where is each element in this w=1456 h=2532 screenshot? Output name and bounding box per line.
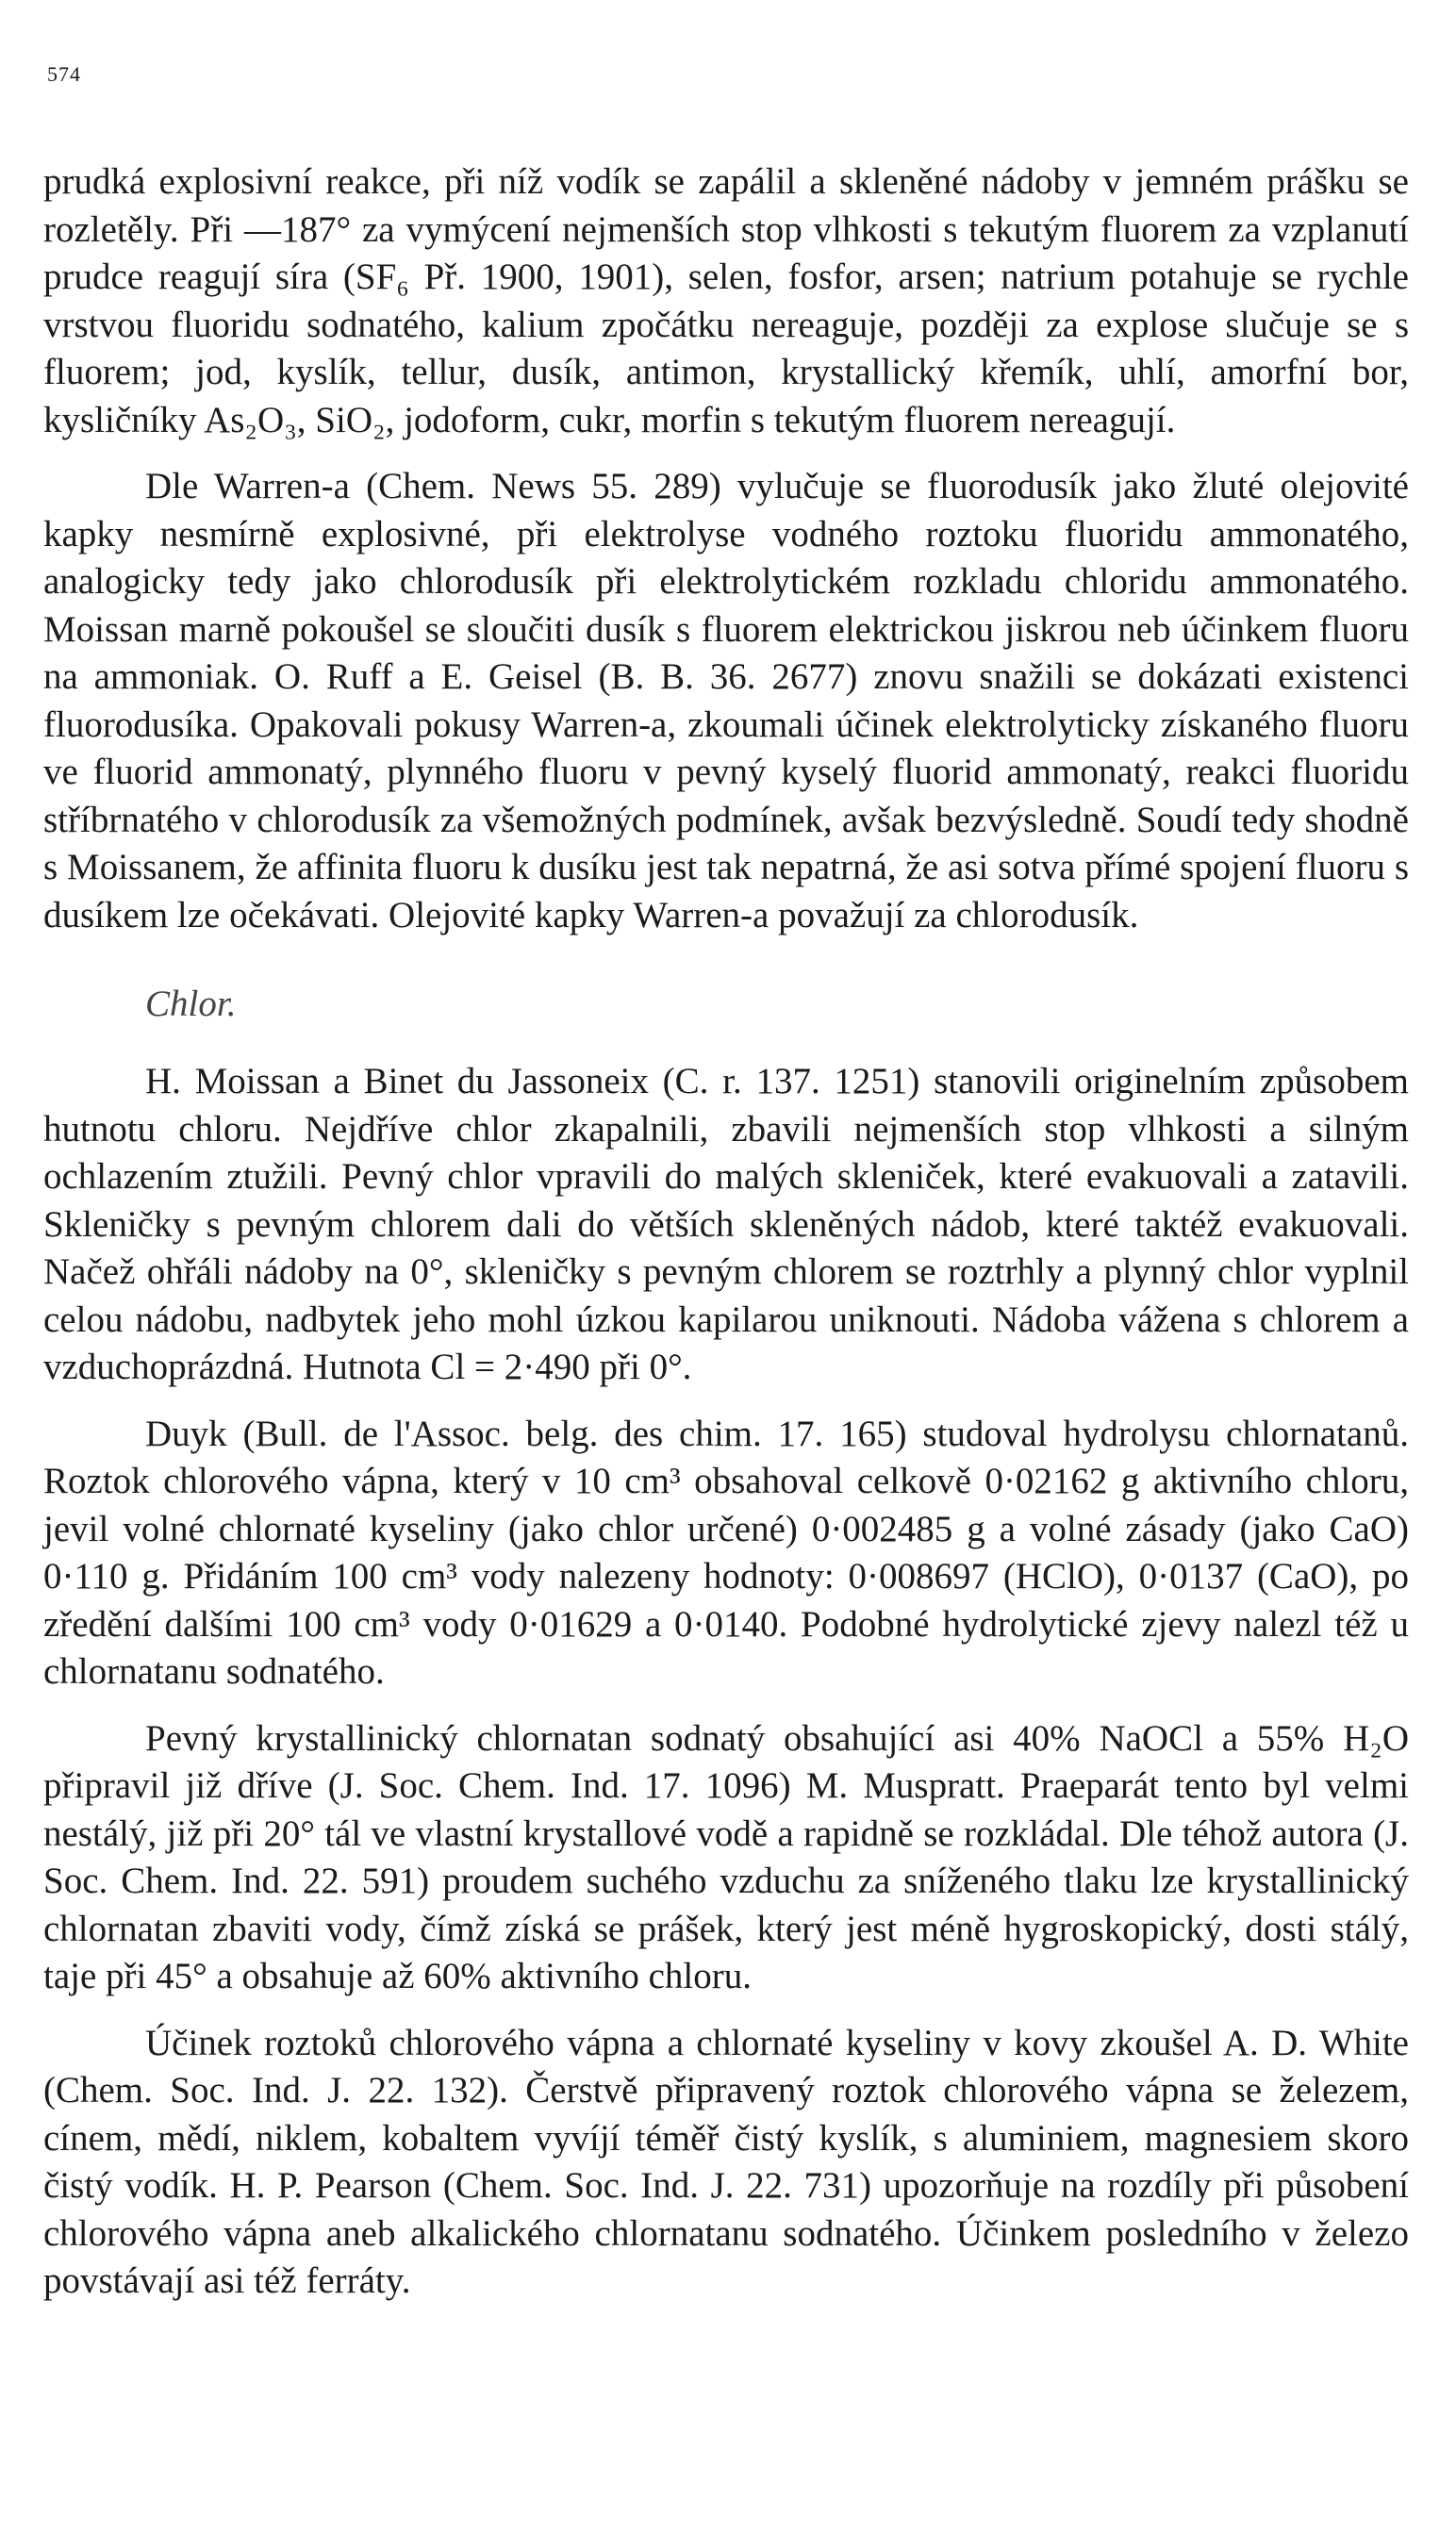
page-body <box>43 158 1409 2306</box>
paragraph-hydrolysis: Duyk (Bull. de l'Assoc. belg. des chim. 17. 165) studoval hydrolysu chlornatanů. Roztok chlorového vápna, který v 10 cm³ obsahoval celkově 0·02162 g aktivního chloru, jevil volné chlornaté kyseliny (jako chlor určené) 0·002485 g a volné zásady (jako CaO) 0·110 g. Přidáním 100 cm³ vody nalezeny hodnoty: 0·008697 (HClO), 0·0137 (CaO), po zředění dalšími 100 cm³ vody 0·01629 a 0·0140. Podobné hydrolytické zjevy nalezl též u chlornatanu sodnatého. <box>43 1413 1409 1692</box>
paragraph-fluorine-reactions: prudká explosivní reakce, při níž vodík se zapálil a skleněné nádoby v jemném prášku se rozletěly. Při —187° za vymýcení nejmenších stop vlhkosti s tekutým fluorem za vzplanutí prudce reagují síra (SF₆ Př. 1900, 1901), selen, fosfor, arsen; natrium potahuje se rychle vrstvou fluoridu sodnatého, kalium zpočátku nereaguje, později za explose slučuje se s fluorem; jod, kyslík, tellur, dusík, antimon, krystallický křemík, uhlí, amorfní bor, kysličníky As₂O₃, SiO₂, jodoform, cukr, morfin s tekutým fluorem nereagují. <box>43 161 1409 440</box>
page-number: 574 <box>47 62 81 86</box>
paragraph-sodium-hypochlorite: Pevný krystallinický chlornatan sodnatý obsahující asi 40% NaOCl a 55% H₂O připravil již dříve (J. Soc. Chem. Ind. 17. 1096) M. Muspratt. Praeparát tento byl velmi nestálý, již při 20° tál ve vlastní krystallové vodě a rapidně se rozkládal. Dle téhož autora (J. Soc. Chem. Ind. 22. 591) proudem suchého vzduchu za sníženého tlaku lze krystallinický chlornatan zbaviti vody, čímž získá se prášek, který jest méně hygroskopický, dosti stálý, taje při 45° a obsahuje až 60% aktivního chloru. <box>43 1717 1409 1996</box>
paragraph-fluorodusik: Dle Warren-a (Chem. News 55. 289) vylučuje se fluorodusík jako žluté olejovité kapky nesmírně explosivné, při elektrolyse vodného roztoku fluoridu ammonatého, analogicky tedy jako chlorodusík při elektrolytickém rozkladu chloridu ammonatého. Moissan marně pokoušel se sloučiti dusík s fluorem elektrickou jiskrou neb účinkem fluoru na ammoniak. O. Ruff a E. Geisel (B. B. 36. 2677) znovu snažili se dokázati existenci fluorodusíka. Opakovali pokusy Warren-a, zkoumali účinek elektrolyticky získaného fluoru ve fluorid ammonatý, plynného fluoru v pevný kyselý fluorid ammonatý, reakci fluoridu stříbrnatého v chlorodusík za všemožných podmínek, avšak bezvýsledně. Soudí tedy shodně s Moissanem, že affinita fluoru k dusíku jest tak nepatrná, že asi sotva přímé spojení fluoru s dusíkem lze očekávati. Olejovité kapky Warren-a považují za chlorodusík. <box>43 466 1409 935</box>
paragraph-metal-action: Účinek roztoků chlorového vápna a chlornaté kyseliny v kovy zkoušel A. D. White (Chem. Soc. Ind. J. 22. 132). Čerstvě připravený roztok chlorového vápna se železem, cínem, mědí, niklem, kobaltem vyvíjí téměř čistý kyslík, s aluminiem, magnesiem skoro čistý vodík. H. P. Pearson (Chem. Soc. Ind. J. 22. 731) upozorňuje na rozdíly při působení chlorového vápna aneb alkalického chlornatanu sodnatého. Účinkem posledního v železo povstávají asi též ferráty. <box>43 2022 1409 2301</box>
section-heading-chlor: Chlor. <box>145 984 237 1024</box>
paragraph-chlor-density: H. Moissan a Binet du Jassoneix (C. r. 137. 1251) stanovili originelním způsobem hutnotu chloru. Nejdříve chlor zkapalnili, zbavili nejmenších stop vlhkosti a silným ochlazením ztužili. Pevný chlor vpravili do malých skleniček, které evakuovali a zatavili. Skleničky s pevným chlorem dali do větších skleněných nádob, které taktéž evakuovali. Načež ohřáli nádoby na 0°, skleničky s pevným chlorem se roztrhly a plynný chlor vyplnil celou nádobu, nadbytek jeho mohl úzkou kapilarou uniknouti. Nádoba vážena s chlorem a vzduchoprázdná. Hutnota Cl = 2·490 při 0°. <box>43 1061 1409 1387</box>
